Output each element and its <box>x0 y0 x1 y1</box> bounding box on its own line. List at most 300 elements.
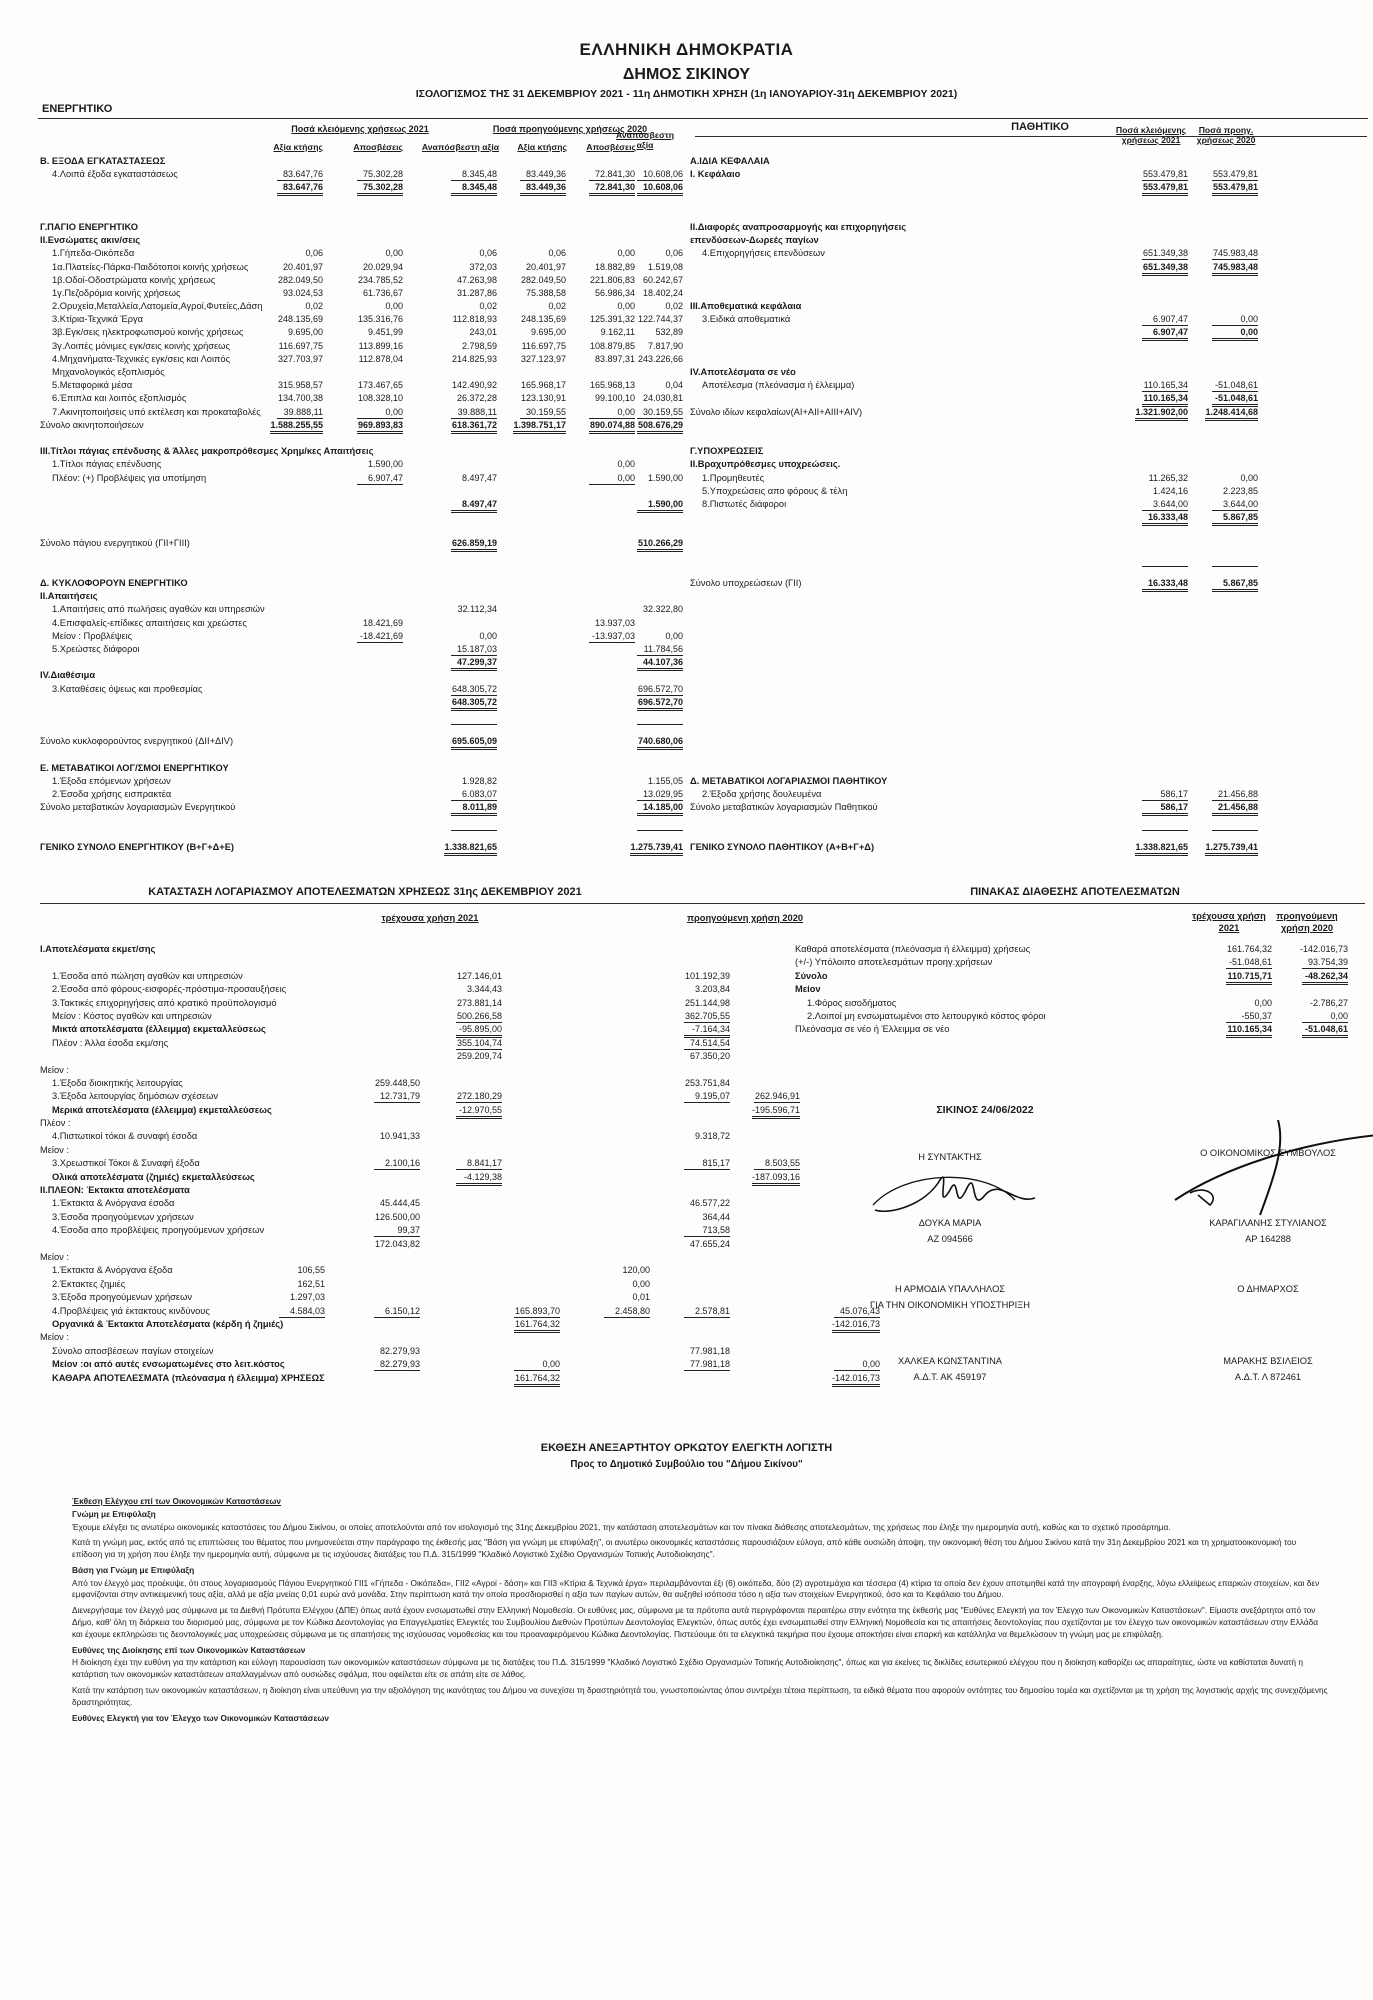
cell-value: 8.497,47 <box>461 472 497 483</box>
cell-value: 46.577,22 <box>689 1198 730 1209</box>
row-label: Α.ΙΔΙΑ ΚΕΦΑΛΑΙΑ <box>690 156 770 166</box>
row-label: 6.Έπιπλα και λοιπός εξοπλισμός <box>52 393 187 404</box>
cell-value: 221.806,83 <box>589 274 635 285</box>
table-row <box>690 763 1366 776</box>
cell-value: 695.605,09 <box>451 736 497 750</box>
cell-value: 890.074,88 <box>589 420 635 434</box>
table-row <box>40 829 690 842</box>
cell-value: 9.695,00 <box>530 327 566 338</box>
table-row <box>40 156 690 169</box>
cell-value: 83.449,36 <box>520 182 566 196</box>
row-label: 4.Πιστωτικοί τόκοι & συναφή έσοδα <box>52 1131 198 1142</box>
assets-colgroup-2020: Ποσά προηγούμενης χρήσεως 2020 <box>492 124 648 134</box>
table-row <box>40 1265 940 1278</box>
table-row <box>690 829 1366 842</box>
row-label: 1.Φόρος εισοδήματος <box>807 997 897 1008</box>
table-row <box>690 842 1366 855</box>
row-label: ΙΙΙ.Αποθεματικά κεφάλαια <box>690 301 802 312</box>
cell-value: 21.456,88 <box>1212 802 1258 816</box>
row-label: 1β.Οδοί-Οδοστρώματα κοινής χρήσεως <box>52 274 216 285</box>
row-label: 2.Έσοδα χρήσης εισπρακτέα <box>52 789 172 799</box>
distribution-colhead-2021: τρέχουσα χρήση 2021 <box>1192 911 1266 934</box>
cell-value: 214.825,93 <box>451 353 497 364</box>
table-row <box>690 275 1366 288</box>
row-label: Πλεόνασμα σε νέο ή Έλλειμμα σε νέο <box>795 1024 950 1035</box>
cell-value: 67.350,20 <box>689 1051 730 1062</box>
table-row <box>40 433 690 446</box>
table-row <box>40 697 690 710</box>
cell-value: 0,00 <box>1212 314 1258 326</box>
mayor-name: ΜΑΡΑΚΗΣ ΒΣΙΛΕΙΟΣ <box>1223 1356 1313 1366</box>
row-label: IV.Αποτελέσματα σε νέο <box>690 367 796 377</box>
table-row <box>40 446 690 459</box>
row-label: ΓΕΝΙΚΟ ΣΥΝΟΛΟ ΕΝΕΡΓΗΤΙΚΟΥ (Β+Γ+Δ+Ε) <box>40 841 235 852</box>
cell-value: 8.345,48 <box>451 169 497 181</box>
row-label: 1.Τίτλοι πάγιας επένδυσης <box>52 459 162 470</box>
table-row <box>690 644 1366 657</box>
table-row <box>690 525 1366 538</box>
cell-value: 82.279,93 <box>379 1345 420 1356</box>
table-row <box>40 776 690 789</box>
cell-value: 1.424,16 <box>1152 485 1188 496</box>
cell-value: 0,00 <box>617 459 635 470</box>
table-row <box>690 380 1366 393</box>
cell-value: 20.401,97 <box>525 261 566 272</box>
report-paragraph: Κατά τη γνώμη μας, εκτός από τις επιπτώσεις του θέματος που μνημονεύεται στην παράγραφο της έκθεσής μας "Βάση για γνώμη με επιφύλαξη", οι ανωτέρω οικονομικές καταστάσεις παρουσιάζουν εύλογα, από κάθε ουσιώδη άποψη, την οικονομική θέση του Δήμου Σικίνου κατά την 31η Δεκεμβρίου 2021 και τη χρηματοοικονομική του επίδοση για τη χρήση που έληξε την ημερομηνία αυτή, σύμφωνα με τις ισχύουσες διατάξεις του Π.Δ. 315/1999 "Κλαδικό Λογιστικό Σχέδιο Οργανισμών Τοπικής Αυτοδιοίκησης". <box>72 1537 1297 1560</box>
table-row <box>40 222 690 235</box>
table-row <box>795 944 1365 957</box>
cell-value: 1.590,00 <box>367 459 403 470</box>
cell-value: 24.030,81 <box>642 393 683 404</box>
assets-table <box>40 156 690 855</box>
row-label: Μείον <box>795 984 821 995</box>
cell-value: 1.248.414,68 <box>1205 407 1258 421</box>
cell-value: 5.867,85 <box>1212 512 1258 526</box>
table-row <box>690 618 1366 631</box>
table-row <box>40 367 690 380</box>
table-row <box>40 209 690 222</box>
cell-value: -195.596,71 <box>752 1105 800 1119</box>
cell-value: 355.104,74 <box>456 1037 502 1048</box>
cell-value: 696.572,70 <box>637 697 683 711</box>
row-label: 1.Προμηθευτές <box>702 472 765 483</box>
cell-value: 93.754,39 <box>1302 957 1348 969</box>
table-row <box>40 710 690 723</box>
row-label: Μερικά αποτελέσματα (έλλειμμα) εκμεταλλεύσεως <box>52 1104 272 1115</box>
table-row <box>40 1091 940 1104</box>
cell-value: 47.299,37 <box>451 657 497 671</box>
row-label: 3.Έξοδα προηγούμενων χρήσεων <box>52 1292 192 1303</box>
table-row <box>690 301 1366 314</box>
cell-value: 1.519,08 <box>647 261 683 272</box>
cell-value: 2.578,81 <box>684 1306 730 1318</box>
cell-value: 2.458,80 <box>604 1306 650 1318</box>
audit-report-subtitle: Προς το Δημοτικό Συμβούλιο του "Δήμου Σικίνου" <box>570 1459 803 1470</box>
cell-value: -550,37 <box>1226 1011 1272 1023</box>
cell-value: 120,00 <box>622 1265 650 1276</box>
cell-value: 142.490,92 <box>451 380 497 391</box>
cell-value: 618.361,72 <box>451 420 497 434</box>
table-row <box>690 657 1366 670</box>
row-label: 4.Μηχανήματα-Τεχνικές εγκ/σεις και Λοιπός <box>52 353 231 364</box>
table-row <box>690 196 1366 209</box>
divider <box>695 136 1367 137</box>
cell-value: 173.467,65 <box>357 380 403 391</box>
cell-value: 1.338.821,65 <box>444 842 497 856</box>
row-label: Πλέον : <box>40 1118 71 1129</box>
cell-value: 7.817,90 <box>647 340 683 351</box>
cell-value: 9.695,00 <box>287 327 323 338</box>
cell-value: 93.024,53 <box>282 287 323 298</box>
table-row <box>690 670 1366 683</box>
table-row <box>40 327 690 340</box>
cell-value: 740.680,06 <box>637 736 683 750</box>
cell-value: 10.608,06 <box>637 182 683 196</box>
liabilities-colhead-2020: Ποσά προηγ. χρήσεως 2020 <box>1196 125 1256 145</box>
row-label: Οργανικά & Έκτακτα Αποτελέσματα (κέρδη ή ζημιές) <box>52 1318 284 1329</box>
table-row <box>690 393 1366 406</box>
cell-value: 259.209,74 <box>456 1051 502 1062</box>
cell-value: 161.764,32 <box>1226 944 1272 954</box>
cell-value: 39.888,11 <box>277 407 323 419</box>
cell-value: 26.372,28 <box>456 393 497 404</box>
table-row <box>795 998 1365 1011</box>
cell-value: 125.391,32 <box>589 314 635 325</box>
table-row <box>690 552 1366 565</box>
table-row <box>40 842 690 855</box>
table-row <box>40 1252 940 1265</box>
row-label: ΙΙ.Ενσώματες ακιν/σεις <box>40 235 141 246</box>
cell-value: 243,01 <box>469 327 497 338</box>
table-row <box>40 1065 940 1078</box>
table-row <box>40 169 690 182</box>
cell-value: 0,06 <box>305 248 323 259</box>
author-signature-icon <box>865 1160 1045 1222</box>
table-row <box>690 789 1366 802</box>
cell-value: 44.107,36 <box>637 657 683 671</box>
cell-value: 0,00 <box>589 473 635 485</box>
row-label: ΚΑΘΑΡΑ ΑΠΟΤΕΛΕΣΜΑΤΑ (πλεόνασμα ή έλλειμμα) ΧΡΗΣΕΩΣ <box>52 1372 325 1383</box>
table-row <box>690 604 1366 617</box>
cell-value: 0,02 <box>665 301 683 312</box>
cell-value <box>1212 829 1258 831</box>
table-row <box>40 802 690 815</box>
table-row <box>40 1105 940 1118</box>
table-row <box>40 618 690 631</box>
cell-value: 651.349,38 <box>1142 262 1188 276</box>
table-row <box>690 538 1366 551</box>
officer-role-line1: Η ΑΡΜΟΔΙΑ ΥΠΑΛΛΗΛΟΣ <box>894 1284 1006 1294</box>
cell-value: -51.048,61 <box>1212 380 1258 392</box>
cell-value: 6.083,07 <box>451 789 497 801</box>
cell-value: 273.881,14 <box>456 997 502 1008</box>
advisor-id: ΑΡ 164288 <box>1245 1234 1291 1244</box>
row-label: ΙΙ.Απαιτήσεις <box>40 591 98 602</box>
report-paragraph: Η διοίκηση έχει την ευθύνη για την κατάρτιση και εύλογη παρουσίαση των οικονομικών καταστάσεων σύμφωνα με τις διατάξεις του Π.Δ. 315/1999 "Κλαδικό Λογιστικό Σχέδιο Οργανισμών Τοπικής Αυτοδιοίκησης", όπως και για εκείνες τις δικλίδες εσωτερικού ελέγχου που η διοίκηση καθορίζει ως απαραίτητες, ώστε να καθίσταται δυνατή η κατάρτιση των οικονομικών καταστάσεων απαλλαγμένων από ουσιώδες σφάλμα, που οφείλεται είτε σε απάτη είτε σε λάθος. <box>72 1657 1303 1680</box>
row-label: 4.Έσοδα απο προβλέψεις προηγούμενων χρήσεων <box>52 1225 265 1236</box>
row-label: Ι. Κεφάλαιο <box>690 169 741 180</box>
cell-value: 31.287,86 <box>456 287 497 298</box>
table-row <box>690 710 1366 723</box>
table-row <box>690 433 1366 446</box>
table-row <box>40 684 690 697</box>
cell-value: 47.655,24 <box>689 1238 730 1249</box>
cell-value: 83.449,36 <box>520 169 566 181</box>
municipality-title: ΔΗΜΟΣ ΣΙΚΙΝΟΥ <box>622 66 751 83</box>
row-label: Σύνολο μεταβατικών λογαριασμών Ενεργητικού <box>40 802 236 813</box>
row-label: 3β.Εγκ/σεις ηλεκτροφωτισμού κοινής χρήσεως <box>52 327 244 338</box>
cell-value: 20.029,94 <box>362 261 403 272</box>
table-row <box>40 235 690 248</box>
cell-value: 0,00 <box>617 248 635 259</box>
cell-value: 106,55 <box>297 1265 325 1276</box>
row-label: ΙΙ.Βραχυπρόθεσμες υποχρεώσεις. <box>690 459 841 470</box>
cell-value: 713,58 <box>684 1225 730 1237</box>
row-label: 1.Έξοδα διοικητικής λειτουργίας <box>52 1077 183 1088</box>
row-label: Αποτέλεσμα (πλεόνασμα ή έλλειμμα) <box>702 380 855 391</box>
row-label: 3.Τακτικές επιχορηγήσεις από κρατικό προϋπολογισμό <box>52 997 277 1008</box>
row-label: 4.Προβλέψεις γιά έκτακτους κινδύνους <box>52 1305 210 1316</box>
table-row <box>690 802 1366 815</box>
cell-value: 3.344,43 <box>466 984 502 995</box>
cell-value: 15.187,03 <box>451 644 497 656</box>
audit-report-body <box>72 1496 1328 1725</box>
cell-value: 262.946,91 <box>754 1091 800 1102</box>
cell-value: 0,06 <box>548 248 566 259</box>
cell-value: -12.970,55 <box>456 1105 502 1119</box>
distribution-table <box>795 944 1365 1038</box>
audit-report-title: ΕΚΘΕΣΗ ΑΝΕΞΑΡΤΗΤΟΥ ΟΡΚΩΤΟΥ ΕΛΕΓΚΤΗ ΛΟΓΙΣΤΗ <box>540 1442 833 1454</box>
cell-value: 165.893,70 <box>514 1305 560 1316</box>
distribution-colhead-2020: προηγούμενη χρήση 2020 <box>1276 911 1338 934</box>
cell-value: 0,02 <box>305 301 323 312</box>
table-row <box>690 420 1366 433</box>
row-label: 5.Χρεώστες διάφοροι <box>52 643 140 654</box>
cell-value <box>1212 565 1258 567</box>
cell-value: 75.302,28 <box>357 169 403 181</box>
table-row <box>40 248 690 261</box>
cell-value: 18.882,89 <box>594 261 635 272</box>
row-label: 3γ.Λοιπές μόνιμες εγκ/σεις κοινής χρήσεως <box>52 340 230 351</box>
cell-value: 1.590,00 <box>647 472 683 483</box>
cell-value: 3.644,00 <box>1212 499 1258 511</box>
cell-value: 1.398.751,17 <box>513 420 566 434</box>
cell-value: 0,00 <box>385 248 403 259</box>
cell-value: 0,01 <box>632 1292 650 1303</box>
table-row <box>40 1118 940 1131</box>
table-row <box>40 182 690 195</box>
cell-value: 110.165,34 <box>1226 1024 1272 1038</box>
row-label: Σύνολο ιδίων κεφαλαίων(ΑΙ+ΑΙΙ+ΑΙΙΙ+ΑΙV) <box>690 406 863 417</box>
cell-value: -142.016,73 <box>832 1373 880 1387</box>
row-label: Γ.ΥΠΟΧΡΕΩΣΕΙΣ <box>690 446 764 457</box>
cell-value: 45.444,45 <box>379 1198 420 1209</box>
row-label: Γ.ΠΑΓΙΟ ΕΝΕΡΓΗΤΙΚΟ <box>40 221 138 232</box>
officer-name: ΧΑΛΚΕΑ ΚΩΝΣΤΑΝΤΙΝΑ <box>898 1356 1002 1366</box>
cell-value: 112.818,93 <box>452 314 497 325</box>
cell-value: 500.266,58 <box>456 1010 502 1021</box>
cell-value: 172.043,82 <box>374 1238 420 1249</box>
row-label: 7.Ακινητοποιήσεις υπό εκτέλεση και προκαταβολές <box>52 406 261 417</box>
report-paragraph: Κατά την κατάρτιση των οικονομικών καταστάσεων, η διοίκηση είναι υπεύθυνη για την αξιολόγηση της ικανότητας του Δήμου να συνεχίσει τη δραστηριότητά του, γνωστοποιώντας όπου συντρέχει τέτοια περίπτωση, τα ειδικά θέματα που αφορούν οντότητες του δημοσίου τομέα και σχετίζονται με τη χρήση της λογιστικής αρχής της συνεχιζόμενης δραστηριότητας. <box>72 1684 1328 1707</box>
cell-value: 0,00 <box>834 1359 880 1371</box>
table-row <box>40 301 690 314</box>
table-row <box>690 459 1366 472</box>
table-row <box>40 1078 940 1091</box>
author-id: ΑΖ 094566 <box>927 1234 973 1244</box>
cell-value: -51.048,61 <box>1226 957 1272 969</box>
cell-value: 0,04 <box>665 380 683 391</box>
cell-value: 8.345,48 <box>451 182 497 196</box>
cell-value: 82.279,93 <box>374 1359 420 1371</box>
row-label: Σύνολο αποσβέσεων παγίων στοιχείων <box>52 1345 214 1356</box>
cell-value: 101.192,39 <box>684 970 730 981</box>
income-colhead-2021: τρέχουσα χρήση 2021 <box>381 913 479 923</box>
row-label: Μείον : <box>40 1064 69 1075</box>
row-label: 3.Έξοδα λειτουργίας δημόσιων σχέσεων <box>52 1091 219 1102</box>
cell-value: 74.514,54 <box>684 1038 730 1050</box>
cell-value: 14.185,00 <box>637 802 683 816</box>
row-label: ΙΙΙ.Τίτλοι πάγιας επένδυσης & Άλλες μακροπρόθεσμες Χρημ/κες Απαιτήσεις <box>40 446 374 457</box>
cell-value: 234.785,52 <box>357 274 403 285</box>
cell-value: 72.841,30 <box>589 182 635 196</box>
row-label: 1.Απαιτήσεις από πωλήσεις αγαθών και υπηρεσιών <box>52 604 265 615</box>
assets-colhead-net-2020: Αναπόσβεστη αξία <box>616 130 674 150</box>
table-row <box>690 591 1366 604</box>
cell-value: 8.011,89 <box>451 802 497 816</box>
mayor-id: Α.Δ.Τ. Λ 872461 <box>1234 1372 1302 1382</box>
cell-value: 72.841,30 <box>589 169 635 181</box>
cell-value: 39.888,11 <box>451 407 497 419</box>
table-row <box>40 1131 940 1144</box>
cell-value: 6.907,47 <box>357 473 403 485</box>
author-role: Η ΣΥΝΤΑΚΤΗΣ <box>918 1152 982 1162</box>
cell-value: 162,51 <box>297 1278 325 1289</box>
cell-value: 696.572,70 <box>637 683 683 694</box>
cell-value: 1.297,03 <box>289 1292 325 1303</box>
row-label: 2.Έσοδα από φόρους-εισφορές-πρόστιμα-προσαυξήσεις <box>52 984 287 995</box>
row-label: Σύνολο υποχρεώσεων (ΓΙΙ) <box>690 578 802 588</box>
cell-value: -142.016,73 <box>1299 944 1348 954</box>
table-row <box>40 499 690 512</box>
divider <box>40 903 1365 904</box>
table-row <box>40 420 690 433</box>
table-row <box>40 1212 940 1225</box>
cell-value: 626.859,19 <box>451 538 497 552</box>
cell-value: 651.349,38 <box>1142 248 1188 259</box>
cell-value: 745.983,48 <box>1212 248 1258 259</box>
cell-value: 4.584,03 <box>279 1306 325 1318</box>
cell-value: 553.479,81 <box>1212 182 1258 196</box>
cell-value: 83.647,76 <box>277 169 323 181</box>
table-row <box>795 971 1365 984</box>
cell-value: -51.048,61 <box>1302 1024 1348 1038</box>
row-label: Μείον : <box>40 1332 69 1343</box>
cell-value: 586,17 <box>1142 789 1188 801</box>
cell-value: 10.608,06 <box>637 169 683 181</box>
cell-value: 8.841,17 <box>456 1158 502 1170</box>
cell-value: 248.135,69 <box>520 314 566 325</box>
divider <box>38 118 1368 119</box>
cell-value: 1.338.821,65 <box>1135 842 1188 856</box>
table-row <box>40 723 690 736</box>
cell-value: 56.986,34 <box>594 287 635 298</box>
cell-value: -2.786,27 <box>1309 997 1348 1008</box>
advisor-name: ΚΑΡΑΓΙΛΑΝΗΣ ΣΤΥΛΙΑΝΟΣ <box>1209 1218 1327 1228</box>
cell-value: 508.676,29 <box>637 420 683 434</box>
row-label: Πλέον : Άλλα έσοδα εκμ/σης <box>52 1037 169 1048</box>
table-row <box>40 380 690 393</box>
table-row <box>690 565 1366 578</box>
cell-value: 0,00 <box>479 630 497 641</box>
cell-value: 253.751,84 <box>684 1077 730 1088</box>
statement-subtitle: ΙΣΟΛΟΓΙΣΜΟΣ ΤΗΣ 31 ΔΕΚΕΜΒΡΙΟΥ 2021 - 11η ΔΗΜΟΤΙΚΗ ΧΡΗΣΗ (1η ΙΑΝΟΥΑΡΙΟΥ-31η ΔΕΚΕΜΒΡΙΟΥ 2021) <box>415 88 958 100</box>
signature-place-date: ΣΙΚΙΝΟΣ 24/06/2022 <box>936 1104 1034 1116</box>
row-label: 3.Χρεωστικοί Τόκοι & Συναφή έξοδα <box>52 1158 200 1169</box>
cell-value: 11.265,32 <box>1148 472 1188 483</box>
table-row <box>690 736 1366 749</box>
report-paragraph: Διενεργήσαμε τον έλεγχό μας σύμφωνα με τα Διεθνή Πρότυπα Ελέγχου (ΔΠΕ) όπως αυτά έχουν ενσωματωθεί στην Ελληνική Νομοθεσία. Οι ευθύνες μας, σύμφωνα με τα πρότυπα αυτά περιγράφονται περαιτέρω στην ενότητα της έκθεσής μας "Ευθύνες Ελεγκτή για τον Έλεγχο των Οικονομικών Καταστάσεων". Είμαστε ανεξάρτητοι από τον Δήμο, καθ' όλη τη διάρκεια του διορισμού μας, σύμφωνα με τον Κώδικα Δεοντολογίας για Επαγγελματίες Ελεγκτές του Συμβουλίου Διεθνών Προτύπων Δεοντολογίας Ελεγκτών, όπως αυτός έχει ενσωματωθεί στην Ελληνική Νομοθεσία και τις απαιτήσεις δεοντολογίας που σχετίζονται με τον έλεγχο των οικονομικών καταστάσεων στην Ελλάδα και έχουμε εκπληρώσει τις δεοντολογικές μας υποχρεώσεις σύμφωνα με τις απαιτήσεις της ισχύουσας νομοθεσίας και του προαναφερόμενου Κώδικα Δεοντολογίας. Πιστεύουμε ότι τα ελεγκτικά τεκμήρια που έχουμε αποκτήσει είναι επαρκή και κατάλληλα να θεμελιώσουν τη γνώμη μας με επιφύλαξη. <box>72 1605 1319 1639</box>
officer-id: Α.Δ.Τ. ΑΚ 459197 <box>913 1372 987 1382</box>
table-row <box>40 736 690 749</box>
assets-colhead-cost-2021: Αξία κτήσης <box>273 142 323 152</box>
table-row <box>40 1145 940 1158</box>
cell-value: 969.893,83 <box>357 420 403 434</box>
cell-value: 16.333,48 <box>1142 578 1188 592</box>
report-heading: Έκθεση Ελέγχου επί των Οικονομικών Καταστάσεων <box>72 1496 282 1506</box>
cell-value: 8.497,47 <box>451 499 497 513</box>
cell-value: -13.937,03 <box>589 631 635 643</box>
row-label: 1.Έσοδα από πώληση αγαθών και υπηρεσιών <box>52 970 243 981</box>
cell-value: 77.981,18 <box>684 1359 730 1371</box>
row-label: Μικτά αποτελέσματα (έλλειμμα) εκμεταλλεύσεως <box>52 1024 266 1035</box>
cell-value: 18.402,24 <box>642 287 683 298</box>
cell-value: 0,02 <box>548 301 566 312</box>
row-label: 1.Έκτακτα & Ανόργανα έξοδα <box>52 1265 173 1276</box>
table-row <box>690 749 1366 762</box>
cell-value: 1.928,82 <box>461 775 497 786</box>
row-label: 5.Μεταφορικά μέσα <box>52 380 133 391</box>
report-heading: Γνώμη με Επιφύλαξη <box>72 1508 156 1519</box>
table-row <box>690 723 1366 736</box>
mayor-role: Ο ΔΗΜΑΡΧΟΣ <box>1237 1284 1299 1294</box>
row-label: 1.Γήπεδα-Οικόπεδα <box>52 248 135 259</box>
table-row <box>40 1038 940 1051</box>
cell-value: 161.764,32 <box>514 1319 560 1333</box>
cell-value: 108.879,85 <box>589 340 635 351</box>
table-row <box>690 697 1366 710</box>
cell-value: 0,06 <box>665 248 683 259</box>
cell-value: 0,00 <box>1302 1011 1348 1023</box>
table-row <box>40 314 690 327</box>
row-label: Δ. ΚΥΚΛΟΦΟΡΟΥΝ ΕΝΕΡΓΗΤΙΚΟ <box>40 578 188 588</box>
cell-value: 1.155,05 <box>647 775 683 786</box>
cell-value: 553.479,81 <box>1142 169 1188 180</box>
cell-value: -48.262,34 <box>1302 971 1348 985</box>
cell-value: 47.263,98 <box>456 274 497 285</box>
cell-value: 259.448,50 <box>374 1077 420 1088</box>
table-row <box>795 984 1365 997</box>
row-label: Ε. ΜΕΤΑΒΑΤΙΚΟΙ ΛΟΓ/ΣΜΟΙ ΕΝΕΡΓΗΤΙΚΟΥ <box>40 762 229 773</box>
cell-value: 127.146,01 <box>456 970 502 981</box>
table-row <box>40 644 690 657</box>
table-row <box>690 314 1366 327</box>
row-label: 3.Έσοδα προηγούμενων χρήσεων <box>52 1211 194 1222</box>
cell-value: 126.500,00 <box>374 1211 420 1222</box>
cell-value: 1.275.739,41 <box>1205 842 1258 856</box>
cell-value: 0,00 <box>1254 997 1272 1008</box>
table-row <box>690 473 1366 486</box>
